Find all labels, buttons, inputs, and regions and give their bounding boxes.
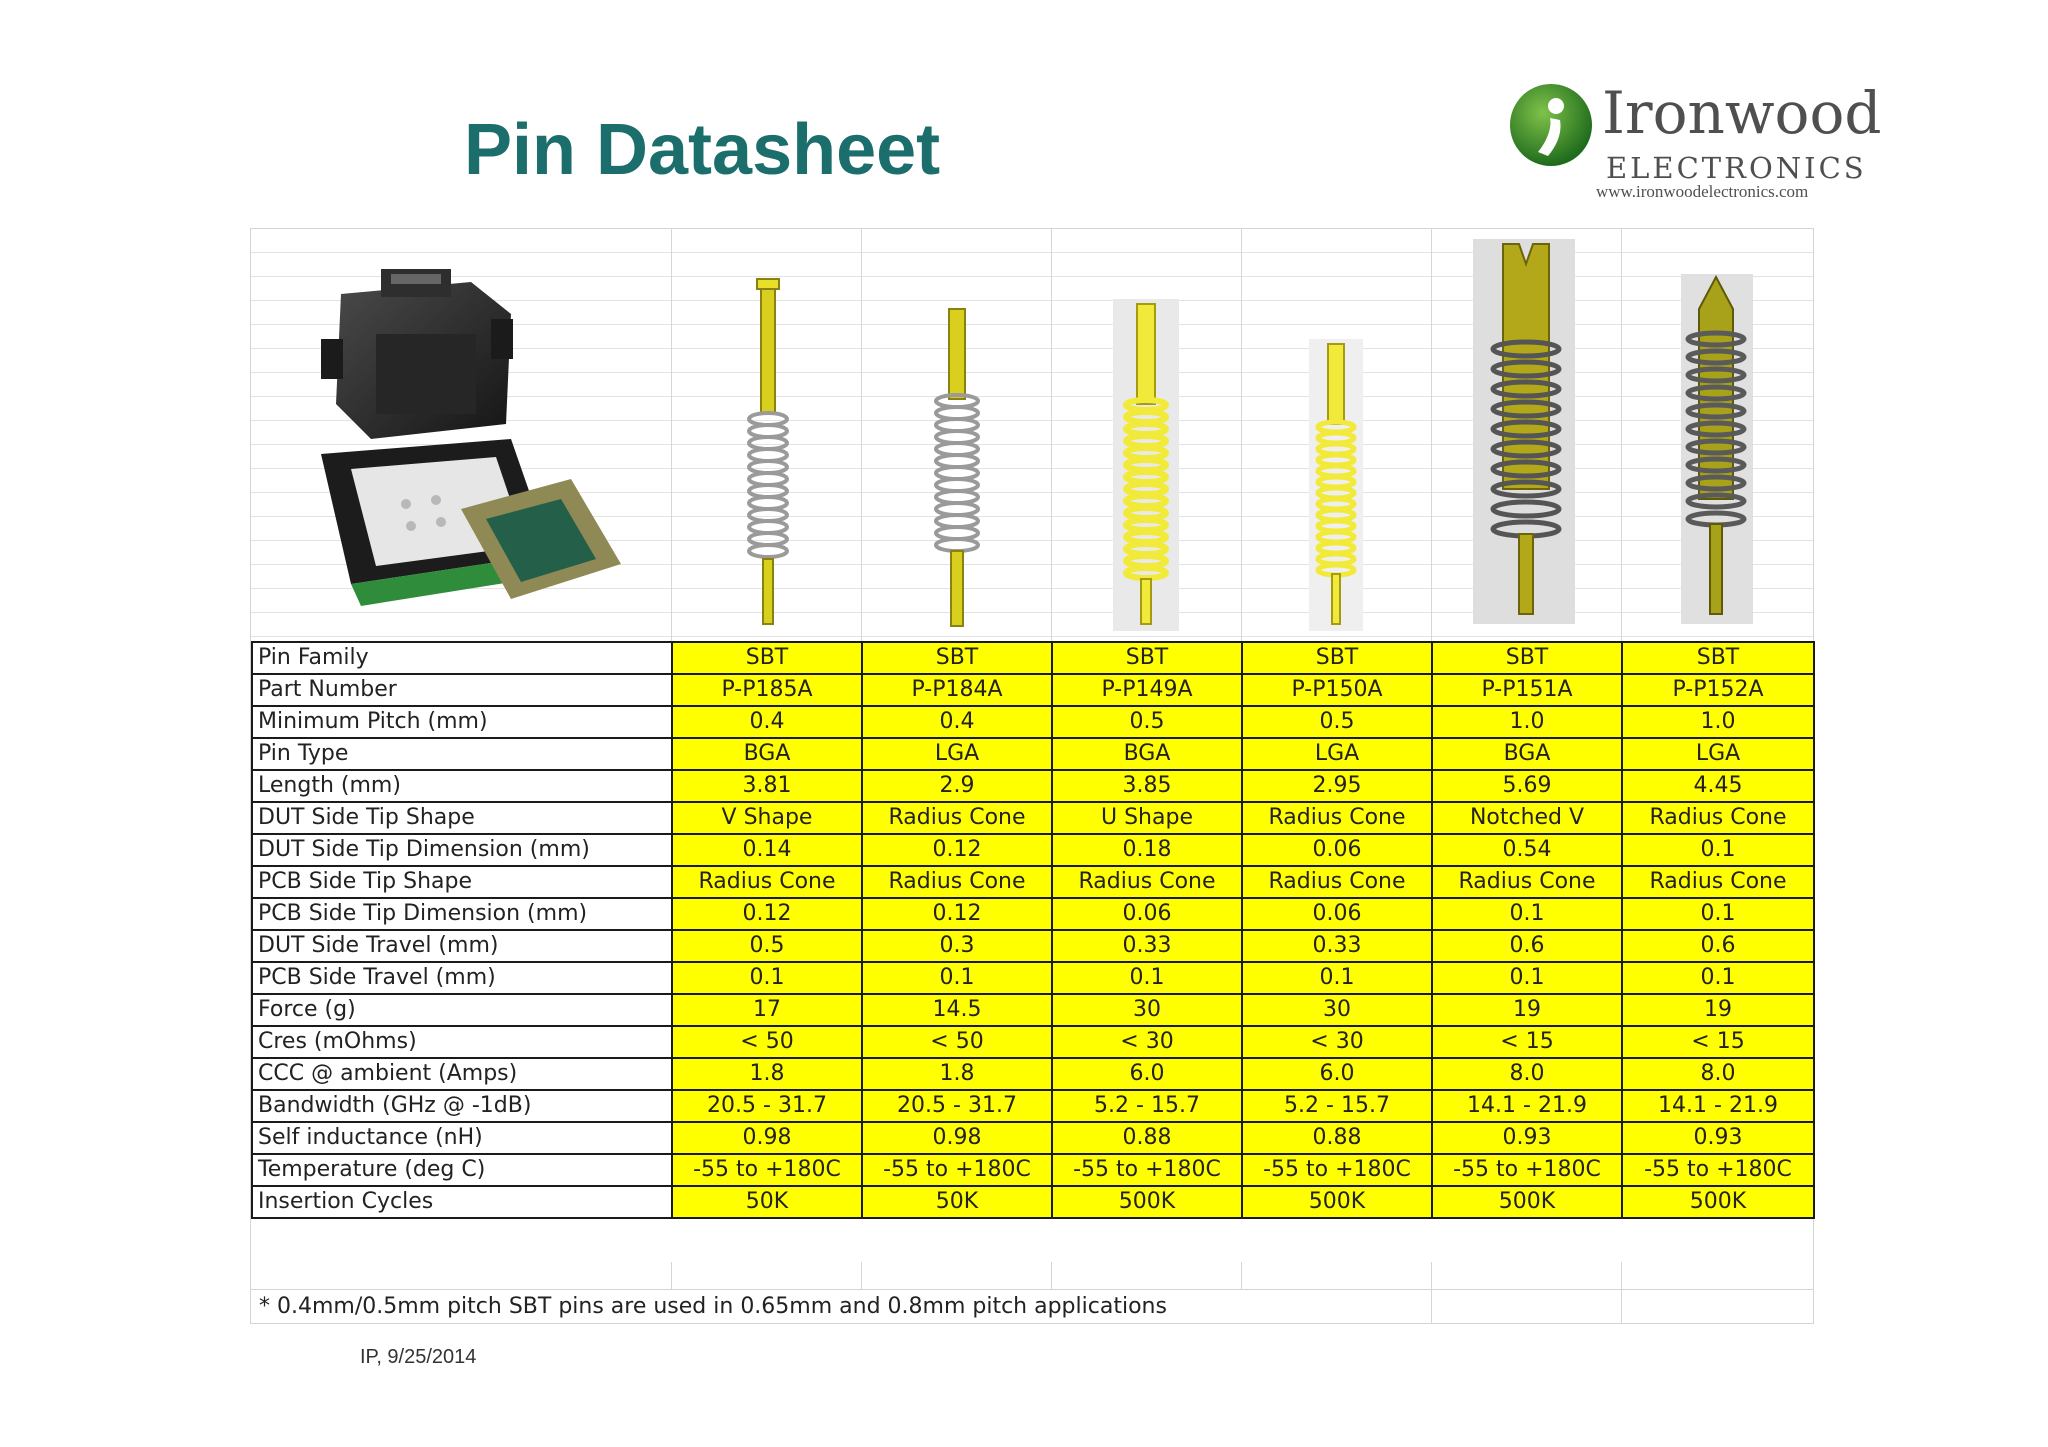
table-cell: Radius Cone — [1622, 866, 1814, 898]
table-row — [252, 1154, 1814, 1186]
table-row — [252, 706, 1814, 738]
table-cell: 1.0 — [1432, 706, 1622, 738]
table-cell: LGA — [1242, 738, 1432, 770]
table-cell: 20.5 - 31.7 — [672, 1090, 862, 1122]
table-cell: 17 — [672, 994, 862, 1026]
pin-spec-table — [251, 641, 1815, 1219]
table-cell: SBT — [862, 642, 1052, 674]
row-label: Length (mm) — [252, 770, 672, 802]
table-cell: 0.06 — [1242, 834, 1432, 866]
table-cell: 0.3 — [862, 930, 1052, 962]
row-label: DUT Side Travel (mm) — [252, 930, 672, 962]
row-label: PCB Side Tip Dimension (mm) — [252, 898, 672, 930]
table-cell: 0.14 — [672, 834, 862, 866]
table-cell: SBT — [1432, 642, 1622, 674]
table-cell: 0.1 — [1052, 962, 1242, 994]
table-cell: 30 — [1242, 994, 1432, 1026]
table-cell: -55 to +180C — [862, 1154, 1052, 1186]
table-row — [252, 802, 1814, 834]
table-row — [252, 738, 1814, 770]
row-label: Pin Family — [252, 642, 672, 674]
table-cell: 19 — [1622, 994, 1814, 1026]
table-cell: LGA — [1622, 738, 1814, 770]
table-cell: 0.06 — [1242, 898, 1432, 930]
table-cell: 500K — [1622, 1186, 1814, 1218]
table-row — [252, 674, 1814, 706]
row-label: DUT Side Tip Dimension (mm) — [252, 834, 672, 866]
table-cell: 5.2 - 15.7 — [1242, 1090, 1432, 1122]
datasheet-spreadsheet — [250, 228, 1814, 1324]
table-cell: Radius Cone — [862, 866, 1052, 898]
table-cell: 0.33 — [1242, 930, 1432, 962]
table-cell: Notched V — [1432, 802, 1622, 834]
table-cell: 5.69 — [1432, 770, 1622, 802]
row-label: Self inductance (nH) — [252, 1122, 672, 1154]
row-label: PCB Side Travel (mm) — [252, 962, 672, 994]
table-cell: -55 to +180C — [1622, 1154, 1814, 1186]
table-cell: 30 — [1052, 994, 1242, 1026]
table-cell: 0.1 — [1622, 898, 1814, 930]
table-cell: < 50 — [672, 1026, 862, 1058]
table-cell: 0.1 — [862, 962, 1052, 994]
table-row — [252, 834, 1814, 866]
table-row — [252, 642, 1814, 674]
table-cell: BGA — [1052, 738, 1242, 770]
empty-spreadsheet-row — [251, 1262, 1813, 1289]
table-cell: 0.4 — [672, 706, 862, 738]
table-row — [252, 1026, 1814, 1058]
table-cell: 14.5 — [862, 994, 1052, 1026]
row-label: Cres (mOhms) — [252, 1026, 672, 1058]
table-cell: 1.8 — [862, 1058, 1052, 1090]
table-cell: 50K — [672, 1186, 862, 1218]
table-cell: P-P185A — [672, 674, 862, 706]
row-label: Insertion Cycles — [252, 1186, 672, 1218]
table-cell: P-P150A — [1242, 674, 1432, 706]
table-cell: 14.1 - 21.9 — [1432, 1090, 1622, 1122]
table-cell: V Shape — [672, 802, 862, 834]
table-cell: Radius Cone — [1622, 802, 1814, 834]
table-cell: 0.12 — [862, 898, 1052, 930]
table-row — [252, 1186, 1814, 1218]
table-cell: BGA — [1432, 738, 1622, 770]
table-cell: 0.12 — [672, 898, 862, 930]
table-cell: 0.88 — [1242, 1122, 1432, 1154]
footnote-row — [251, 1289, 1813, 1324]
table-cell: P-P149A — [1052, 674, 1242, 706]
table-cell: Radius Cone — [1242, 802, 1432, 834]
table-cell: 0.6 — [1432, 930, 1622, 962]
table-cell: < 30 — [1242, 1026, 1432, 1058]
table-cell: 0.12 — [862, 834, 1052, 866]
table-row — [252, 1122, 1814, 1154]
table-cell: 0.93 — [1432, 1122, 1622, 1154]
pin-image-p150a — [1241, 229, 1431, 641]
table-cell: 6.0 — [1052, 1058, 1242, 1090]
table-cell: < 15 — [1622, 1026, 1814, 1058]
table-cell: 0.6 — [1622, 930, 1814, 962]
table-cell: 0.88 — [1052, 1122, 1242, 1154]
table-cell: 0.5 — [672, 930, 862, 962]
table-row — [252, 994, 1814, 1026]
footnote-text: * 0.4mm/0.5mm pitch SBT pins are used in 0.65mm and 0.8mm pitch applications — [259, 1294, 1167, 1319]
row-label: Temperature (deg C) — [252, 1154, 672, 1186]
table-cell: Radius Cone — [862, 802, 1052, 834]
ironwood-logo-mark-icon — [1508, 82, 1594, 168]
table-cell: 1.8 — [672, 1058, 862, 1090]
row-label: Force (g) — [252, 994, 672, 1026]
table-cell: < 50 — [862, 1026, 1052, 1058]
table-row — [252, 1058, 1814, 1090]
table-cell: 8.0 — [1432, 1058, 1622, 1090]
table-cell: 3.85 — [1052, 770, 1242, 802]
table-cell: 14.1 - 21.9 — [1622, 1090, 1814, 1122]
table-cell: 0.5 — [1242, 706, 1432, 738]
row-label: PCB Side Tip Shape — [252, 866, 672, 898]
table-cell: 3.81 — [672, 770, 862, 802]
table-cell: -55 to +180C — [1242, 1154, 1432, 1186]
table-cell: 20.5 - 31.7 — [862, 1090, 1052, 1122]
logo-subtitle: ELECTRONICS — [1606, 151, 1867, 185]
table-cell: 0.1 — [1432, 898, 1622, 930]
row-label: Minimum Pitch (mm) — [252, 706, 672, 738]
pin-image-p149a — [1051, 229, 1241, 641]
table-cell: Radius Cone — [1242, 866, 1432, 898]
table-cell: 0.1 — [1622, 834, 1814, 866]
table-cell: 8.0 — [1622, 1058, 1814, 1090]
table-cell: 0.18 — [1052, 834, 1242, 866]
table-cell: < 30 — [1052, 1026, 1242, 1058]
table-cell: P-P152A — [1622, 674, 1814, 706]
table-cell: Radius Cone — [1052, 866, 1242, 898]
row-label: CCC @ ambient (Amps) — [252, 1058, 672, 1090]
row-label: Bandwidth (GHz @ -1dB) — [252, 1090, 672, 1122]
logo-name: Ironwood — [1602, 79, 1882, 147]
table-cell: P-P151A — [1432, 674, 1622, 706]
table-cell: 0.5 — [1052, 706, 1242, 738]
table-cell: 5.2 - 15.7 — [1052, 1090, 1242, 1122]
table-cell: SBT — [672, 642, 862, 674]
table-row — [252, 898, 1814, 930]
row-label: Pin Type — [252, 738, 672, 770]
table-cell: Radius Cone — [1432, 866, 1622, 898]
table-cell: 2.95 — [1242, 770, 1432, 802]
table-row — [252, 1090, 1814, 1122]
table-cell: 0.98 — [862, 1122, 1052, 1154]
table-cell: 0.93 — [1622, 1122, 1814, 1154]
table-cell: SBT — [1242, 642, 1432, 674]
table-cell: 0.33 — [1052, 930, 1242, 962]
table-cell: 0.1 — [1242, 962, 1432, 994]
table-cell: < 15 — [1432, 1026, 1622, 1058]
table-cell: U Shape — [1052, 802, 1242, 834]
table-row — [252, 962, 1814, 994]
table-cell: 0.98 — [672, 1122, 862, 1154]
table-cell: -55 to +180C — [1432, 1154, 1622, 1186]
row-label: Part Number — [252, 674, 672, 706]
table-cell: BGA — [672, 738, 862, 770]
pin-image-p185a — [671, 229, 861, 641]
table-cell: SBT — [1052, 642, 1242, 674]
pin-image-p152a — [1621, 229, 1811, 641]
table-cell: 4.45 — [1622, 770, 1814, 802]
table-cell: -55 to +180C — [672, 1154, 862, 1186]
table-cell: 1.0 — [1622, 706, 1814, 738]
table-row — [252, 866, 1814, 898]
table-cell: 0.1 — [1432, 962, 1622, 994]
pin-image-p151a — [1431, 229, 1621, 641]
table-cell: 6.0 — [1242, 1058, 1432, 1090]
table-cell: -55 to +180C — [1052, 1154, 1242, 1186]
table-cell: LGA — [862, 738, 1052, 770]
pin-image-p184a — [861, 229, 1051, 641]
ironwood-logo — [1500, 79, 1882, 205]
logo-url: www.ironwoodelectronics.com — [1596, 182, 1809, 201]
page-title: Pin Datasheet — [464, 110, 941, 190]
table-cell: 500K — [1052, 1186, 1242, 1218]
row-label: DUT Side Tip Shape — [252, 802, 672, 834]
table-cell: 0.1 — [672, 962, 862, 994]
table-cell: 0.4 — [862, 706, 1052, 738]
table-row — [252, 930, 1814, 962]
test-socket-image — [281, 254, 651, 624]
table-cell: Radius Cone — [672, 866, 862, 898]
table-cell: 2.9 — [862, 770, 1052, 802]
table-cell: 0.54 — [1432, 834, 1622, 866]
table-cell: 500K — [1242, 1186, 1432, 1218]
table-cell: 500K — [1432, 1186, 1622, 1218]
table-cell: 50K — [862, 1186, 1052, 1218]
table-cell: P-P184A — [862, 674, 1052, 706]
table-cell: 19 — [1432, 994, 1622, 1026]
table-cell: 0.06 — [1052, 898, 1242, 930]
footer-date: IP, 9/25/2014 — [360, 1346, 477, 1368]
table-cell: SBT — [1622, 642, 1814, 674]
table-cell: 0.1 — [1622, 962, 1814, 994]
table-row — [252, 770, 1814, 802]
